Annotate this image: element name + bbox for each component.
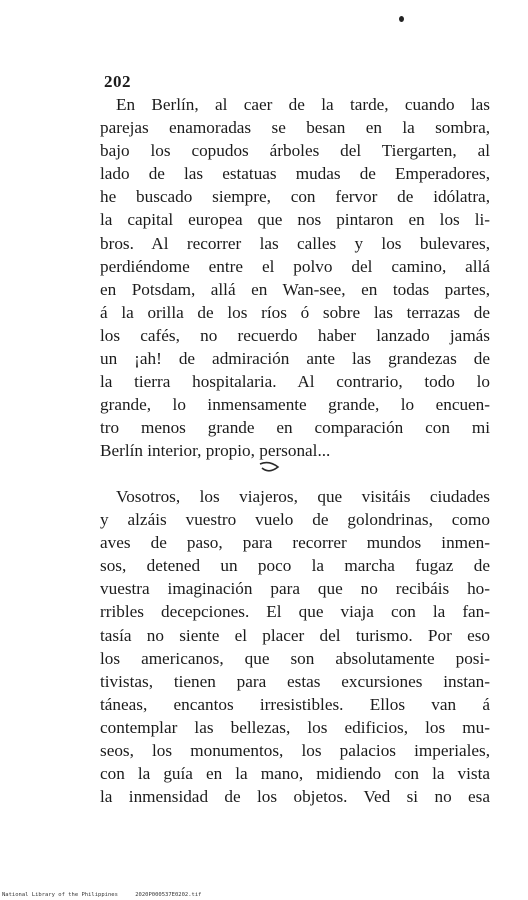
- text-line: tivistas, tienen para estas excursiones instan-: [100, 671, 490, 691]
- text-line: lado de las estatuas mudas de Emperadores,: [100, 164, 490, 184]
- text-line: táneas, encantos irresistibles. Ellos van á: [100, 694, 490, 714]
- text-line: Vosotros, los viajeros, que visitáis ciudades: [116, 487, 490, 506]
- text-line: tro menos grande en comparación con mi: [100, 418, 490, 438]
- ink-speck: [399, 16, 404, 22]
- scan-file-code: 2020P000537E0202.tif: [135, 892, 202, 898]
- text-line: En Berlín, al caer de la tarde, cuando las: [116, 95, 490, 114]
- paragraph-1: [100, 93, 490, 463]
- text-line: la tierra hospitalaria. Al contrario, todo lo: [100, 372, 490, 392]
- text-line: he buscado siempre, con fervor de idólatra,: [100, 187, 490, 207]
- text-line: un ¡ah! de admiración ante las grandezas de: [100, 349, 490, 369]
- text-line: á la orilla de los ríos ó sobre las terrazas de: [100, 302, 490, 322]
- scan-footer: [2, 892, 215, 898]
- text-line: la inmensidad de los objetos. Ved si no esa: [100, 787, 490, 807]
- text-line: la capital europea que nos pintaron en los li-: [100, 210, 490, 230]
- text-line: Berlín interior, propio, personal...: [100, 441, 331, 461]
- text-line: rribles decepciones. El que viaja con la fan-: [100, 602, 490, 622]
- text-line: con la guía en la mano, midiendo con la vista: [100, 764, 490, 784]
- library-credit: National Library of the Philippines: [2, 892, 118, 898]
- text-line: tasía no siente el placer del turismo. Por eso: [100, 625, 490, 645]
- section-ornament-icon: [258, 461, 280, 473]
- page-number: 202: [104, 72, 131, 91]
- text-line: parejas enamoradas se besan en la sombra,: [100, 118, 490, 138]
- text-line: aves de paso, para recorrer mundos inmen-: [100, 533, 490, 553]
- text-line: y alzáis vuestro vuelo de golondrinas, como: [100, 510, 490, 530]
- text-line: bros. Al recorrer las calles y los bulevares,: [100, 233, 490, 253]
- text-line: los cafés, no recuerdo haber lanzado jamás: [100, 325, 490, 345]
- paragraph-2: [100, 485, 490, 808]
- text-line: vuestra imaginación para que no recibáis ho-: [100, 579, 490, 599]
- text-line: sos, detened un poco la marcha fugaz de: [100, 556, 490, 576]
- text-line: seos, los monumentos, los palacios imperiales,: [100, 741, 490, 761]
- text-line: perdiéndome entre el polvo del camino, allá: [100, 256, 490, 276]
- text-line: grande, lo inmensamente grande, lo encuen-: [100, 395, 490, 415]
- text-line: bajo los copudos árboles del Tiergarten, al: [100, 141, 490, 161]
- text-line: en Potsdam, allá en Wan-see, en todas partes,: [100, 279, 490, 299]
- text-line: los americanos, que son absolutamente posi-: [100, 648, 490, 668]
- text-line: contemplar las bellezas, los edificios, los mu-: [100, 717, 490, 737]
